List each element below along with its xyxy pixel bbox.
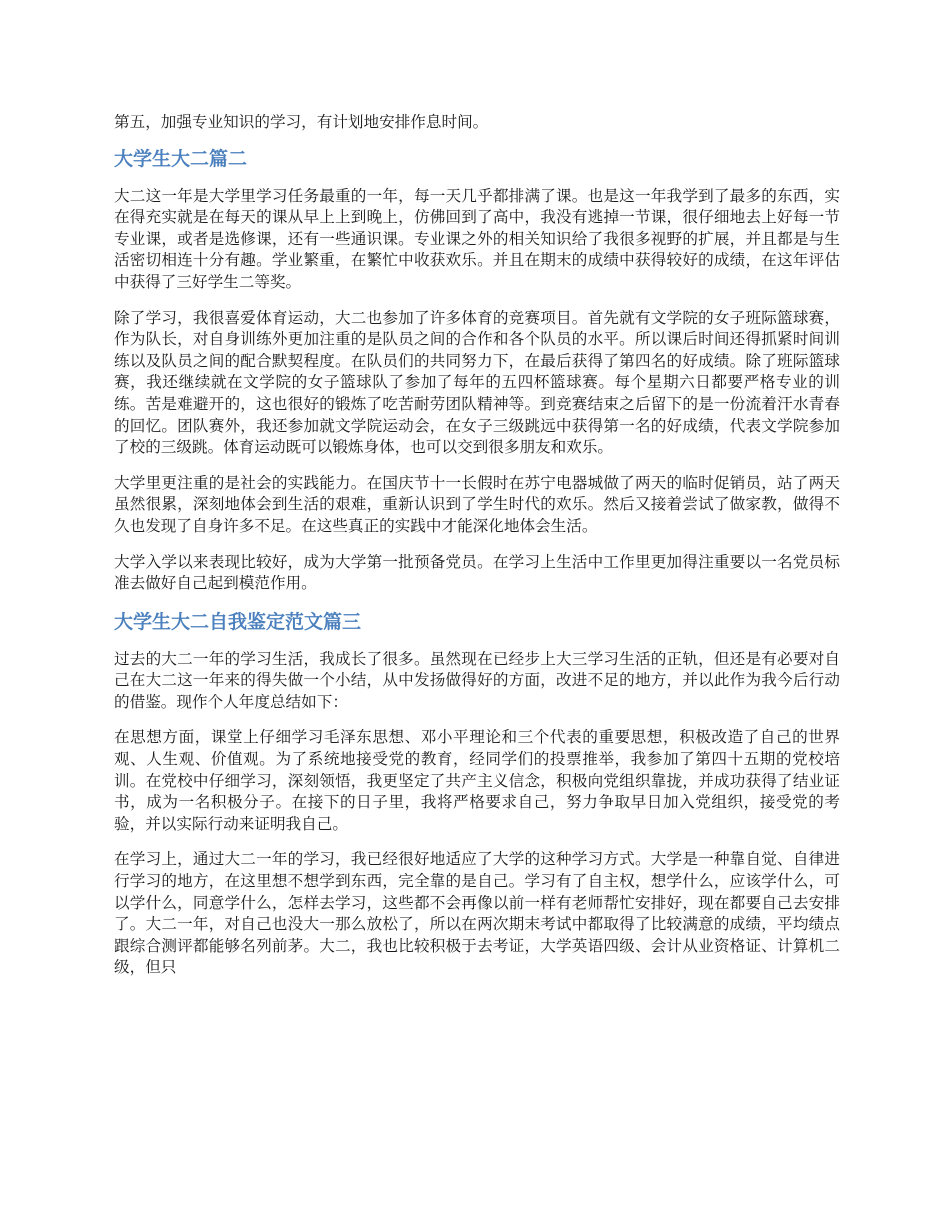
section-2-paragraph-4: 大学入学以来表现比较好，成为大学第一批预备党员。在学习上生活中工作里更加得注重要以一名党员标准去做好自己起到模范作用。 xyxy=(114,552,840,593)
section-3-paragraph-3: 在学习上，通过大二一年的学习，我已经很好地适应了大学的这种学习方式。大学是一种靠自觉、自律进行学习的地方，在这里想不想学到东西，完全靠的是自己。学习有了自主权，想学什么，应该学什么，可以学什么，同意学什么，怎样去学习，这些都不会再像以前一样有老师帮忙安排好，现在都要自己去安排了。大二一年，对自己也没大一那么放松了，所以在两次期末考试中都取得了比较满意的成绩，平均绩点跟综合测评都能够名列前茅。大二，我也比较积极于去考证，大学英语四级、会计从业资格证、计算机二级，但只 xyxy=(114,850,840,977)
section-heading-3: 大学生大二自我鉴定范文篇三 xyxy=(114,610,362,633)
section-3-paragraph-1: 过去的大二一年的学习生活，我成长了很多。虽然现在已经步上大三学习生活的正轨，但还是有必要对自己在大二这一年来的得失做一个小结，从中发扬做得好的方面，改进不足的地方，并以此作为我今后行动的借鉴。现作个人年度总结如下： xyxy=(114,649,840,711)
document-page xyxy=(114,112,840,993)
section-2-paragraph-3: 大学里更注重的是社会的实践能力。在国庆节十一长假时在苏宁电器城做了两天的临时促销员，站了两天虽然很累，深刻地体会到生活的艰难，重新认识到了学生时代的欢乐。然后又接着尝试了做家教，做得不久也发现了自身许多不足。在这些真正的实践中才能深化地体会生活。 xyxy=(114,473,840,535)
section-heading-2: 大学生大二篇二 xyxy=(114,147,248,170)
section-2-paragraph-2: 除了学习，我很喜爱体育运动，大二也参加了许多体育的竞赛项目。首先就有文学院的女子班际篮球赛，作为队长，对自身训练外更加注重的是队员之间的合作和各个队员的水平。所以课后时间还得抓紧时间训练以及队员之间的配合默契程度。在队员们的共同努力下，在最后获得了第四名的好成绩。除了班际篮球赛，我还继续就在文学院的女子篮球队了参加了每年的五四杯篮球赛。每个星期六日都要严格专业的训练。苦是难避开的，这也很好的锻炼了吃苦耐劳团队精神等。到竞赛结束之后留下的是一份流着汗水青春的回忆。团队赛外，我还参加就文学院运动会，在女子三级跳远中获得第一名的好成绩，代表文学院参加了校的三级跳。体育运动既可以锻炼身体，也可以交到很多朋友和欢乐。 xyxy=(114,308,840,457)
intro-paragraph: 第五，加强专业知识的学习，有计划地安排作息时间。 xyxy=(114,113,489,131)
section-3-paragraph-2: 在思想方面，课堂上仔细学习毛泽东思想、邓小平理论和三个代表的重要思想，积极改造了自己的世界观、人生观、价值观。为了系统地接受党的教育，经同学们的投票推举，我参加了第四十五期的党校培训。在党校中仔细学习，深刻领悟，我更坚定了共产主义信念，积极向党组织靠拢，并成功获得了结业证书，成为一名积极分子。在接下的日子里，我将严格要求自己，努力争取早日加入党组织，接受党的考验，并以实际行动来证明我自己。 xyxy=(114,728,840,833)
section-2-paragraph-1: 大二这一年是大学里学习任务最重的一年，每一天几乎都排满了课。也是这一年我学到了最多的东西，实在得充实就是在每天的课从早上上到晚上，仿佛回到了高中，我没有逃掉一节课，很仔细地去上好每一节专业课，或者是选修课，还有一些通识课。专业课之外的相关知识给了我很多视野的扩展，并且都是与生活密切相连十分有趣。学业繁重，在繁忙中收获欢乐。并且在期末的成绩中获得较好的成绩，在这年评估中获得了三好学生二等奖。 xyxy=(114,186,840,291)
